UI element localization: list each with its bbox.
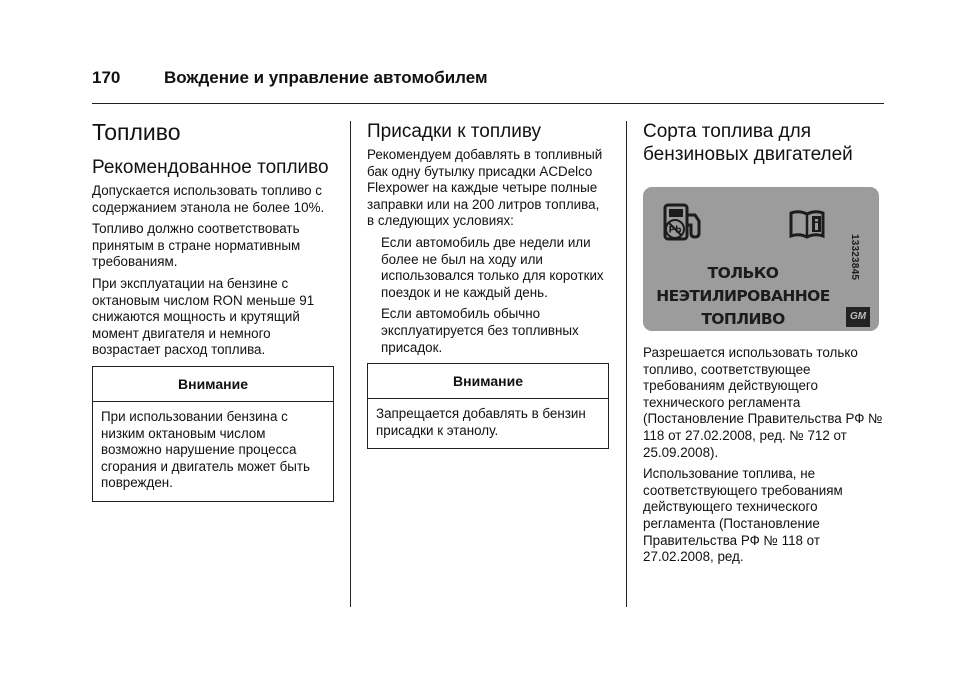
unleaded-fuel-label-image (643, 187, 879, 331)
warning-text: При использовании бензина с низким октановым числом возможно нарушение процесса сгорания и двигатель может быть поврежден. (101, 408, 311, 491)
section-title: Вождение и управление автомобилем (164, 68, 488, 87)
warning-box (367, 363, 609, 449)
paragraph: Топливо должно соответствовать принятым в стране нормативным требованиям. (92, 221, 301, 270)
warning-box (92, 366, 334, 502)
warning-title: Внимание (368, 364, 608, 399)
fuel-grades-heading: Сорта топлива для бензиновых двигателей (643, 121, 853, 165)
label-part-number: 13323845 (849, 234, 860, 281)
paragraph: Разрешается использовать только топливо, соответствующее требованиям действующего технического регламента (Постановление Правительства РФ № 118 от 27.02.2008, ред. № 712 от 25.09.2008). (643, 345, 883, 460)
condition-item: Если автомобиль две недели или более не был на ходу или использовался только для коротких поездок и не каждый день. (381, 234, 604, 300)
condition-item: Если автомобиль обычно эксплуатируется без топливных присадок. (381, 306, 579, 355)
label-line-only: ТОЛЬКО (707, 264, 779, 282)
recommended-fuel-heading: Рекомендованное топливо (92, 157, 329, 178)
fuel-additives-heading: Присадки к топливу (367, 121, 542, 142)
gm-logo: GM (846, 307, 870, 327)
warning-title: Внимание (93, 367, 333, 402)
fuel-pump-icon (661, 199, 707, 245)
column-additives (367, 118, 609, 449)
column-fuel-grades (643, 118, 885, 571)
fuel-heading: Топливо (92, 119, 181, 145)
paragraph: Использование топлива, не соответствующего требованиям действующего технического регламента (Постановление Правительства РФ № 118 от 27.02.2008, ред. (643, 466, 843, 565)
column-divider-1 (350, 121, 351, 607)
column-fuel (92, 118, 334, 502)
column-divider-2 (626, 121, 627, 607)
header-divider (92, 103, 884, 104)
paragraph: Допускается использовать топливо с содержанием этанола не более 10%. (92, 183, 325, 215)
pump-badge-text: Pb (668, 225, 682, 236)
paragraph: Рекомендуем добавлять в топливный бак одну бутылку присадки ACDelco Flexpower на каждые четыре полные заправки или на 200 литров топлива, в следующих условиях: (367, 147, 603, 229)
label-line-fuel: ТОПЛИВО (701, 310, 785, 328)
paragraph: При эксплуатации на бензине с октановым числом RON меньше 91 снижаются мощность и крутящий момент двигателя и немного возрастает расход топлива. (92, 275, 315, 358)
manual-book-icon (789, 209, 825, 239)
warning-text: Запрещается добавлять в бензин присадки к этанолу. (376, 406, 586, 438)
label-line-unleaded: НЕЭТИЛИРОВАННОЕ (656, 287, 830, 305)
page-number: 170 (92, 68, 121, 87)
page-header (92, 66, 884, 106)
